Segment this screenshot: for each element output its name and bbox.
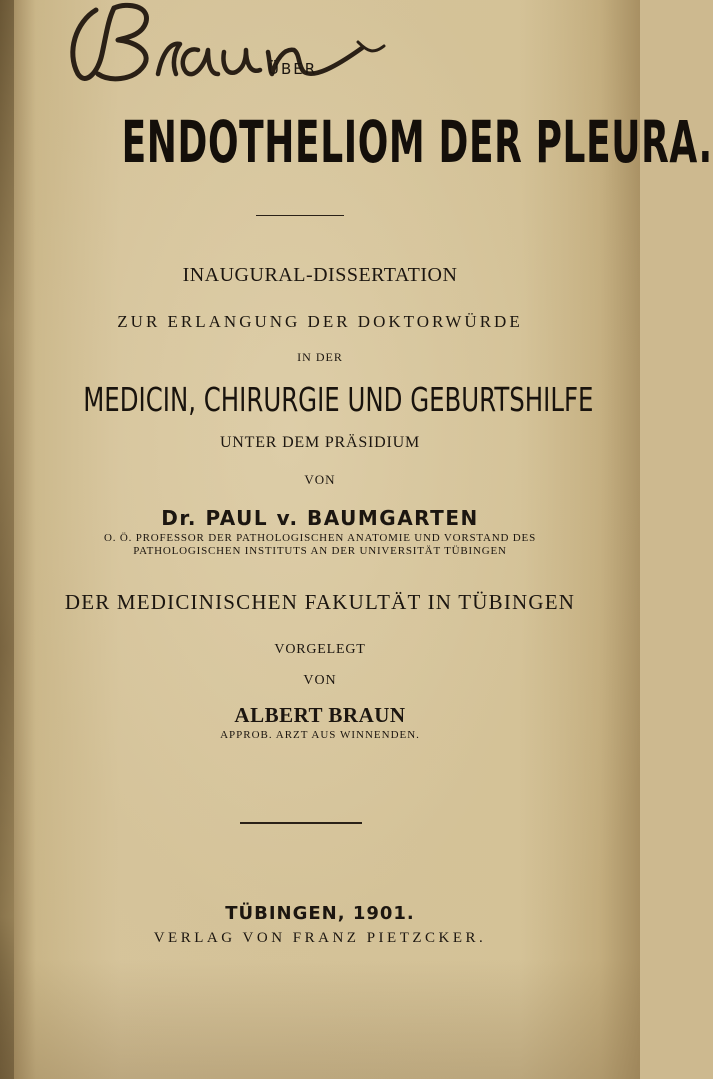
divider-rule — [256, 215, 344, 216]
president-name: Dr. PAUL v. BAUMGARTEN — [161, 506, 479, 530]
in-der-text: IN DER — [297, 350, 343, 364]
title-preposition: ÜBER — [268, 60, 318, 78]
handwritten-signature — [58, 2, 398, 92]
faculty-heading: DER MEDICINISCHEN FAKULTÄT IN TÜBINGEN — [64, 590, 576, 614]
place-year: TÜBINGEN, 1901. — [225, 903, 415, 924]
author-title: APPROB. ARZT AUS WINNENDEN. — [220, 729, 420, 741]
submitted-text: VORGELEGT — [274, 642, 366, 657]
dissertation-type: INAUGURAL-DISSERTATION — [182, 264, 458, 286]
author-name: ALBERT BRAUN — [234, 703, 406, 727]
main-title: ENDOTHELIOM DER PLEURA. — [121, 108, 713, 176]
president-title-line: PATHOLOGISCHEN INSTITUTS AN DER UNIVERSITÄT TÜBINGEN — [133, 545, 507, 557]
divider-rule — [240, 822, 362, 824]
faculties-heading: MEDICIN, CHIRURGIE UND GEBURTSHILFE — [83, 380, 594, 419]
von-text: VON — [304, 472, 336, 487]
von-text: VON — [303, 673, 337, 688]
presidium-text: UNTER DEM PRÄSIDIUM — [219, 434, 421, 451]
paper-stain — [0, 959, 640, 1079]
president-title-line: O. Ö. PROFESSOR DER PATHOLOGISCHEN ANATOMIE UND VORSTAND DES — [104, 532, 536, 544]
dissertation-purpose: ZUR ERLANGUNG DER DOKTORWÜRDE — [117, 312, 523, 331]
publisher: VERLAG VON FRANZ PIETZCKER. — [153, 930, 487, 946]
